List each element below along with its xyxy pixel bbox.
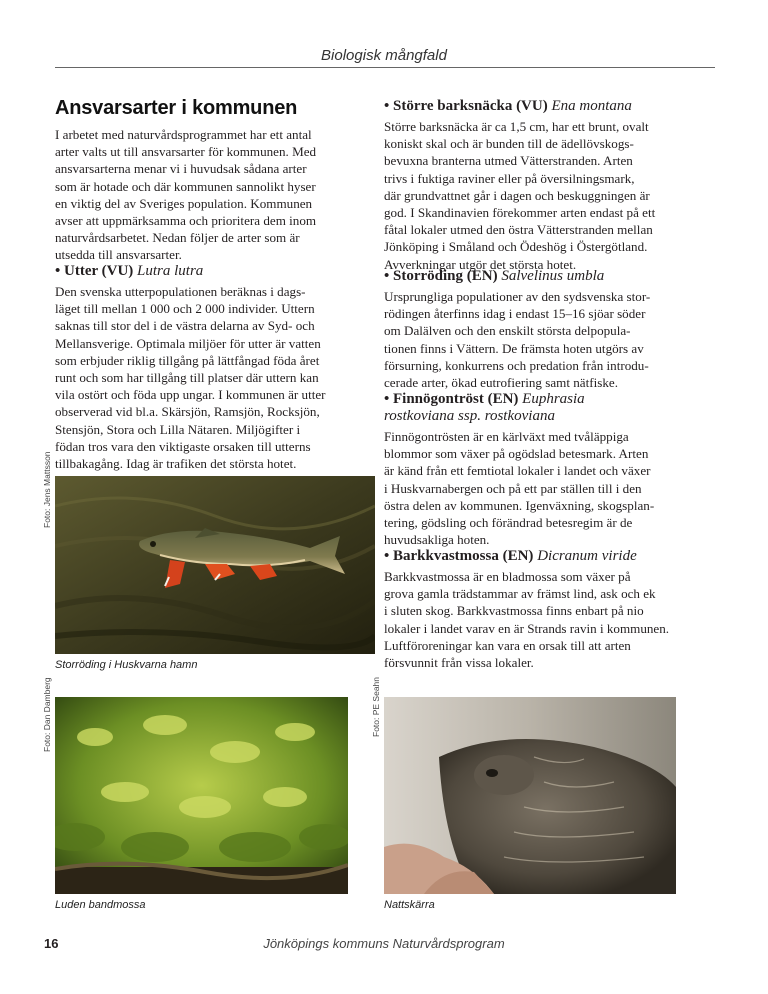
- species-barkkvastmossa: [384, 548, 676, 671]
- text-line: Barkkvastmossa är en bladmossa som växer på: [384, 569, 631, 584]
- fish-image: [55, 476, 375, 654]
- species-latin-name: Dicranum viride: [537, 548, 637, 564]
- photo-credit: Foto: Jens Mattsson: [42, 451, 52, 528]
- species-latin-name: rostkoviana ssp. rostkoviana: [384, 408, 555, 424]
- species-latin-name: Salvelinus umbla: [501, 268, 605, 284]
- text-line: om Dalälven och den enskilt största delpopula-: [384, 323, 631, 339]
- species-name: • Utter (VU): [55, 263, 134, 279]
- text-line: ansvarsarterna menar vi i huvudsak sådana arter: [55, 161, 307, 177]
- photo-luden-bandmossa: [55, 697, 348, 894]
- publication-title: Jönköpings kommuns Naturvårdsprogram: [263, 936, 505, 951]
- text-line: Jönköping i Småland och Ödeshög i Östergötland.: [384, 239, 648, 255]
- photo-caption: Storröding i Huskvarna hamn: [55, 659, 198, 671]
- text-line: Ursprungliga populationer av den sydsvenska stor-: [384, 289, 651, 304]
- text-line: arter valts ut till ansvarsarter för kommunen. Med: [55, 144, 317, 160]
- text-line: saknas till stor del i de västra delarna av Syd- och: [55, 318, 315, 334]
- text-line: Den svenska utterpopulationen beräknas i dags-: [55, 284, 306, 299]
- text-line: Större barksnäcka är ca 1,5 cm, har ett brunt, ovalt: [384, 119, 649, 134]
- text-line: Avverkningar utgör det största hotet.: [384, 256, 577, 272]
- photo-credit: Foto: Dan Damberg: [42, 677, 52, 752]
- photo-caption: Nattskärra: [384, 899, 435, 911]
- text-line: fåtal lokaler utmed den östra Vätterstranden mellan: [384, 222, 653, 238]
- species-storre-barksnacka: [384, 98, 676, 273]
- species-name: • Barkkvastmossa (EN): [384, 548, 534, 564]
- text-line: koniskt skal och är bunden till de ädellövskogs-: [384, 136, 634, 152]
- text-line: i sluten skog. Barkkvastmossa finns enbart på nio: [384, 603, 644, 619]
- text-line: försvunnit från vissa lokaler.: [384, 655, 534, 671]
- photo-storroding: [55, 476, 375, 654]
- moss-image: [55, 697, 348, 894]
- text-line: i Huskvarnabergen och på ett par ställen till i den: [384, 480, 642, 496]
- species-latin-name: Lutra lutra: [137, 263, 204, 279]
- photo-caption: Luden bandmossa: [55, 899, 146, 911]
- text-line: naturvårdsarbetet. Nedan följer de arter som är: [55, 230, 300, 246]
- text-line: vila ostört och föda upp ungar. I kommunen är utter: [55, 387, 326, 403]
- text-line: tering, gödsling och förändrad betesregim är de: [384, 515, 633, 531]
- text-line: runt och som har tillgång till platser där uttern kan: [55, 370, 319, 386]
- text-line: rödingen återfinns idag i endast 15–16 sjöar söder: [384, 306, 646, 322]
- text-line: Stensjön, Stora och Lilla Nätaren. Miljögifter i: [55, 421, 301, 437]
- page-heading: Ansvarsarter i kommunen: [55, 97, 298, 119]
- text-line: tionen finns i Vättern. De främsta hoten utgörs av: [384, 340, 644, 356]
- photo-nattskarra: [384, 697, 676, 894]
- species-heading: [384, 98, 676, 115]
- page-number: 16: [44, 936, 59, 951]
- species-heading: [384, 548, 676, 565]
- text-line: I arbetet med naturvårdsprogrammet har ett antal: [55, 127, 312, 142]
- intro-paragraph: [55, 126, 350, 264]
- species-name: • Större barksnäcka (VU): [384, 98, 548, 114]
- species-heading: [384, 391, 676, 425]
- species-heading: [55, 263, 350, 280]
- text-line: Luftföroreningar kan vara en orsak till att arten: [384, 637, 631, 653]
- text-line: trivs i fuktiga raviner eller på översilningsmark,: [384, 170, 635, 186]
- text-line: blommor som växer på ogödslad betesmark. Arten: [384, 446, 649, 462]
- text-line: som är hotade och där kommunen sannolikt hyser: [55, 178, 316, 194]
- section-title: Biologisk mångfald: [321, 47, 447, 64]
- text-line: god. I Skandinavien förekommer arten endast på ett: [384, 205, 656, 221]
- species-name: • Finnögontröst (EN): [384, 391, 519, 407]
- text-line: en viktig del av Sveriges population. Kommunen: [55, 195, 313, 211]
- species-utter: [55, 263, 350, 472]
- species-finnogontrost: [384, 391, 676, 548]
- text-line: tillbakagång. Idag är trafiken det största hotet.: [55, 456, 297, 472]
- species-storroding: [384, 268, 676, 391]
- text-line: Mellansverige. Optimala miljöer för utter är vatten: [55, 335, 321, 351]
- species-latin-name: Euphrasia: [522, 391, 585, 407]
- header-rule: [55, 67, 715, 68]
- species-name: • Storröding (EN): [384, 268, 498, 284]
- photo-credit: Foto: PE Seahn: [371, 676, 381, 737]
- text-line: lokaler i landet varav en är Strands ravin i kommunen.: [384, 620, 670, 636]
- text-line: huvudsakliga hoten.: [384, 532, 490, 548]
- text-line: födan tros vara den viktigaste orsaken till utterns: [55, 438, 311, 454]
- text-line: avser att uppmärksamma och prioritera dem inom: [55, 213, 317, 229]
- text-line: där grundvattnet går i dagen och beskuggningen är: [384, 187, 650, 203]
- bird-image: [384, 697, 676, 894]
- text-line: Finnögontrösten är en kärlväxt med tvåläppiga: [384, 429, 629, 444]
- text-line: östra delen av kommunen. Igenväxning, skogsplan-: [384, 497, 655, 513]
- text-line: cerade arter, ökad eutrofiering samt nätfiske.: [384, 375, 618, 391]
- text-line: grova gamla trädstammar av främst lind, ask och ek: [384, 586, 656, 602]
- text-line: utsedda till ansvarsarter.: [55, 247, 182, 263]
- text-line: observerad vid bl.a. Skärsjön, Ramsjön, Rocksjön,: [55, 404, 320, 420]
- text-line: läget till mellan 1 000 och 2 000 individer. Uttern: [55, 301, 315, 317]
- text-line: bevuxna branterna utmed Vätterstranden. Arten: [384, 153, 633, 169]
- species-heading: [384, 268, 676, 285]
- text-line: som erbjuder riklig tillgång på lättfångad föda året: [55, 352, 320, 368]
- text-line: är känd från ett femtiotal lokaler i landet och växer: [384, 463, 651, 479]
- text-line: försurning, konkurrens och predation från introdu-: [384, 357, 649, 373]
- species-latin-name: Ena montana: [551, 98, 632, 114]
